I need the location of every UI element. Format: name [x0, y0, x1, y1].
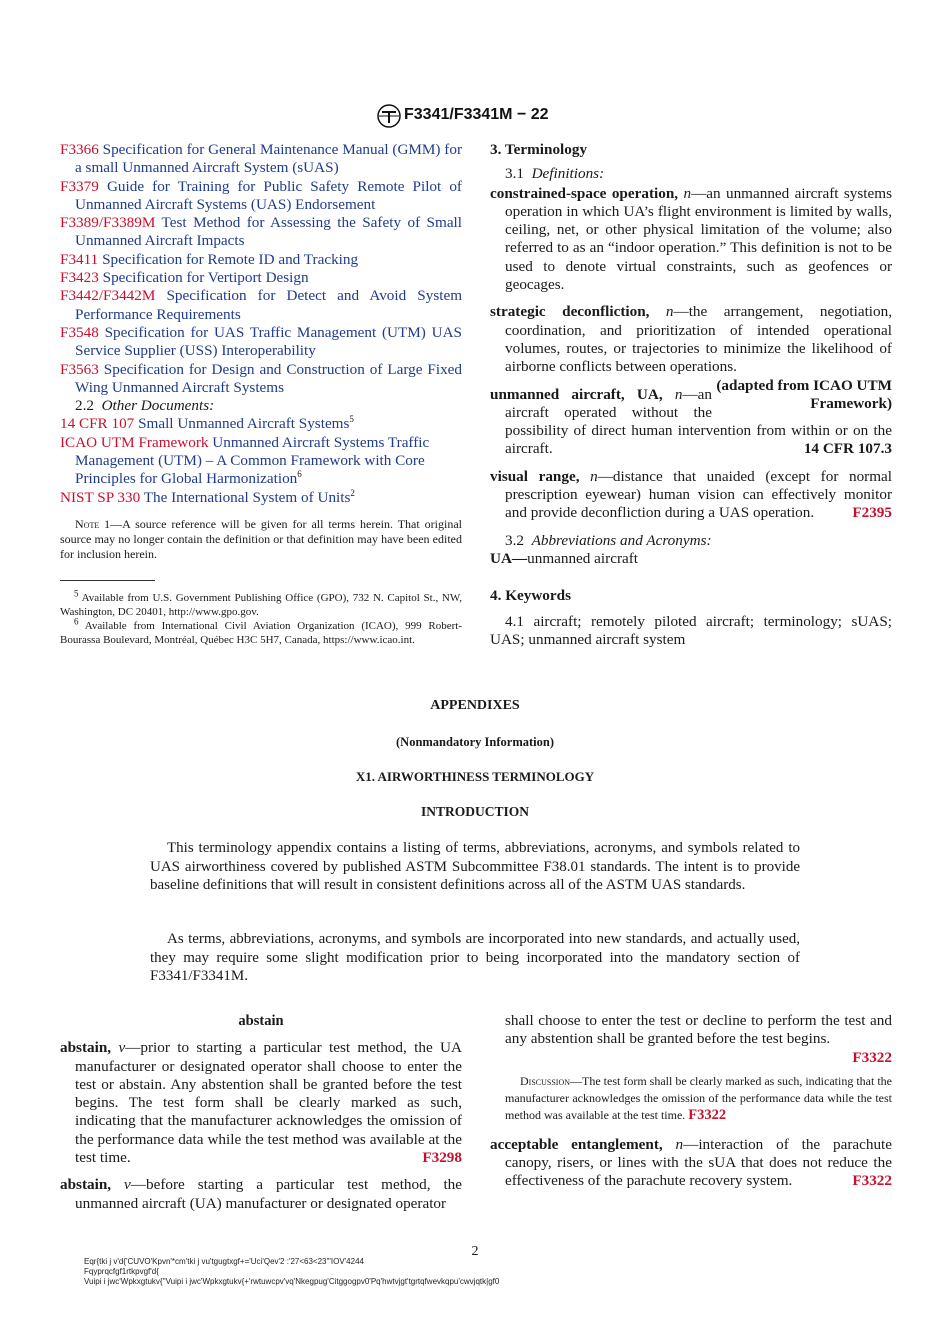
- term-definition: —an aircraft operated without the possibility of direct human intervention from within or on the aircraft.: [505, 385, 892, 458]
- term-definition: —before starting a particular test method, the unmanned aircraft (UA) manufacturer or designated operator: [75, 1176, 463, 1212]
- source-reference[interactable]: F3322: [852, 1172, 892, 1190]
- reference-entry: [60, 141, 462, 178]
- reference-entry: [60, 361, 462, 398]
- appendix-left-column: [60, 1012, 462, 1213]
- discussion-label: Discussion: [520, 1073, 571, 1088]
- footer-line: Eqr{tki j v'd{'CUVO'Kpvn'*cm'tki j vu'tgugtxgf+='Uci'Qev'2 :'27<63<23'"IOV'4244: [84, 1257, 364, 1266]
- reference-title[interactable]: Specification for General Maintenance Manual (GMM) for a small Unmanned Aircraft System (sUAS): [75, 141, 462, 177]
- source-reference[interactable]: F2395: [852, 504, 892, 522]
- reference-entry: [60, 489, 462, 507]
- footnote-divider: [60, 580, 155, 581]
- reference-entry: [60, 415, 462, 433]
- keywords-paragraph: 4.1 aircraft; remotely piloted aircraft; terminology; sUAS; UAS; unmanned aircraft system: [490, 612, 892, 648]
- part-of-speech: v: [124, 1176, 131, 1194]
- reference-title[interactable]: Specification for Detect and Avoid System Performance Requirements: [75, 287, 463, 323]
- term-group-heading: abstain: [238, 1013, 284, 1029]
- part-of-speech: n: [674, 385, 683, 403]
- reference-title[interactable]: Specification for Design and Construction of Large Fixed Wing Unmanned Aircraft Systems: [75, 360, 463, 396]
- reference-code[interactable]: F3423: [60, 269, 99, 287]
- intro-paragraph-1: This terminology appendix contains a listing of terms, abbreviations, acronyms, and symbols related to UAS airworthiness covered by published ASTM Subcommittee F38.01 standards. The intent is to provide baseline definitions that will result in consistent definitions across all of the ASTM UAS standards.: [150, 840, 800, 893]
- source-reference[interactable]: F3298: [422, 1149, 462, 1167]
- term: strategic deconfliction,: [490, 303, 650, 321]
- reference-code[interactable]: F3379: [60, 177, 99, 195]
- standard-designation: F3341/F3341M − 22: [404, 106, 549, 123]
- source-reference[interactable]: F3322: [688, 1106, 727, 1123]
- footer-line: Vuipi i jwc'Wpkxgtukv{''Vuipi i jwc'Wpkxgtukv{+'rwtuwcpv'vq'Nkegpug'Citggogpv0'Pq'hwtvjgt'tgrtqfwevkqpu'cwvjqtk|gf0: [84, 1277, 500, 1286]
- term-entry: [490, 1136, 892, 1191]
- reference-title[interactable]: Small Unmanned Aircraft Systems: [138, 415, 350, 433]
- footnote-marker: 2: [350, 487, 355, 498]
- footnote-marker: 6: [297, 469, 302, 480]
- definitions-list: [490, 185, 892, 523]
- definition-entry: [490, 468, 892, 523]
- page-header: [0, 104, 950, 130]
- source-reference[interactable]: F3322: [852, 1048, 892, 1066]
- abbreviations-heading: 3.2 Abbreviations and Acronyms:: [505, 531, 712, 549]
- reference-code[interactable]: F3366: [60, 141, 99, 158]
- definitions-heading: 3.1 Definitions:: [505, 165, 605, 183]
- license-footer: [84, 1257, 684, 1287]
- note-1: [60, 517, 462, 562]
- appendix-subtitle: (Nonmandatory Information): [396, 735, 554, 749]
- reference-title[interactable]: Specification for Vertiport Design: [102, 269, 309, 287]
- term: abstain,: [60, 1039, 112, 1057]
- footnote-marker: 5: [349, 414, 354, 425]
- term: abstain,: [60, 1176, 112, 1194]
- definition-entry: [490, 185, 892, 295]
- term: constrained-space operation,: [490, 184, 679, 202]
- term-definition: —prior to starting a particular test method, the UA manufacturer or designated operator shall choose to enter the test or abstain. Any abstention shall be granted before the test begins. The test form shall be clearly marked as such, indicating that the manufacturer acknowledges the omission of the performance data while the test method was available at the test time.: [75, 1039, 462, 1167]
- source-reference: (adapted from ICAO UTM Framework): [716, 376, 892, 412]
- reference-code[interactable]: NIST SP 330: [60, 488, 141, 506]
- reference-code[interactable]: ICAO UTM Framework: [60, 433, 209, 451]
- footer-line: Fqyprqcfgf1rtkpvgf'd{: [84, 1267, 159, 1276]
- reference-title[interactable]: Specification for Remote ID and Tracking: [102, 250, 359, 268]
- part-of-speech: n: [683, 184, 692, 202]
- term-definition: —interaction of the parachute canopy, risers, or lines with the sUA that does not reduce the effectiveness of the parachute recovery system.: [505, 1135, 893, 1190]
- astm-references-list: [60, 141, 462, 397]
- note-text: —A source reference will be given for all terms herein. That original source may no longer contain the definition or that definition may have been edited for inclusion herein.: [60, 517, 462, 561]
- section-title: Other Documents:: [101, 397, 215, 415]
- intro-paragraph-2: As terms, abbreviations, acronyms, and symbols are incorporated into new standards, and actually used, they may require some slight modification prior to being incorporated into the mandatory section of F3341/F3341M.: [150, 931, 800, 984]
- part-of-speech: n: [590, 467, 598, 485]
- discussion-note: Discussion—The test form shall be clearly marked as such, indicating that the manufacturer acknowledges the omission of the performance data while the test method was available at the test time. F3322: [505, 1073, 892, 1123]
- footnotes: [60, 588, 462, 647]
- term: visual range,: [490, 467, 580, 485]
- reference-entry: [60, 324, 462, 361]
- abbreviation-text: unmanned aircraft: [527, 549, 639, 567]
- part-of-speech: n: [665, 303, 674, 321]
- term-definition: —the arrangement, negotiation, coordination, and prioritization of intended operational volumes, routes, or trajectories to minimize the likelihood of airborne conflicts between operations.: [505, 303, 893, 376]
- reference-entry: [60, 251, 462, 269]
- abbreviation-entry: [490, 550, 892, 568]
- reference-entry: [60, 214, 462, 251]
- reference-code[interactable]: F3411: [60, 250, 99, 268]
- astm-logo-icon: [376, 104, 402, 128]
- abbreviation-term: UA—: [490, 549, 528, 567]
- term-entry: [60, 1039, 462, 1167]
- reference-title[interactable]: Unmanned Aircraft Systems Traffic Management (UTM) – A Common Framework with Core Principles for Global Harmonization: [75, 433, 430, 488]
- term: unmanned aircraft, UA,: [490, 385, 663, 403]
- term-definition-continued: shall choose to enter the test or decline to perform the test and any abstention shall be granted before the test begins. F3322: [505, 1012, 892, 1066]
- term-definition: —distance that unaided (except for normal prescription eyewear) human vision can effectively monitor and provide deconfliction during a UAS operation.: [505, 467, 893, 522]
- footnote: $^6$ Available from International Civil Aviation Organization (ICAO), 999 Robert-Bourassa Boulevard, Montréal, Québec H3C 5H7, Canada, https://www.icao.int.: [60, 616, 462, 646]
- reference-code[interactable]: F3389/F3389M: [60, 214, 156, 232]
- term-entry: [60, 1176, 462, 1213]
- appendix-right-column: [490, 1012, 892, 1191]
- page-number: 2: [471, 1244, 479, 1259]
- section-3-heading: 3. Terminology: [490, 141, 588, 158]
- x1-title: X1. AIRWORTHINESS TERMINOLOGY: [355, 769, 595, 784]
- referenced-documents: [60, 141, 462, 507]
- term: acceptable entanglement,: [490, 1135, 663, 1153]
- terminology-section: [490, 141, 892, 649]
- reference-title[interactable]: The International System of Units: [143, 488, 351, 506]
- footnote: $^5$ Available from U.S. Government Publishing Office (GPO), 732 N. Capitol St., NW, Washington, DC 20401, http://www.gpo.gov.: [60, 588, 462, 618]
- reference-title[interactable]: Test Method for Assessing the Safety of Small Unmanned Aircraft Impacts: [75, 214, 463, 250]
- section-4-heading: 4. Keywords: [490, 587, 571, 605]
- appendixes-title: APPENDIXES: [430, 698, 520, 713]
- reference-code[interactable]: F3442/F3442M: [60, 287, 156, 305]
- reference-code[interactable]: 14 CFR 107: [60, 415, 135, 433]
- other-references-list: [60, 415, 462, 506]
- reference-title[interactable]: Guide for Training for Public Safety Remote Pilot of Unmanned Aircraft Systems (UAS) Endorsement: [75, 177, 462, 213]
- reference-entry: [60, 269, 462, 287]
- reference-entry: [60, 434, 462, 489]
- other-documents-heading: [60, 397, 462, 415]
- part-of-speech: v: [118, 1039, 126, 1057]
- reference-entry: [60, 178, 462, 215]
- reference-title[interactable]: Specification for UAS Traffic Management (UTM) UAS Service Supplier (USS) Interoperability: [75, 323, 462, 360]
- reference-code[interactable]: F3548: [60, 323, 99, 341]
- note-label: Note 1: [75, 517, 111, 531]
- source-reference: 14 CFR 107.3: [803, 440, 892, 458]
- reference-code[interactable]: F3563: [60, 360, 99, 378]
- term-definition: —an unmanned aircraft systems operation in which UA’s flight environment is limited by walls, ceiling, net, or other physical limitation of the volume; also referred to as an “indoor operation.” This definition is not to be used to denote virtual constraints, such as geofences or geocages.: [505, 184, 892, 294]
- section-number: 2.2: [75, 397, 94, 415]
- part-of-speech: n: [675, 1135, 684, 1153]
- introduction-title: INTRODUCTION: [420, 804, 529, 819]
- reference-entry: [60, 287, 462, 324]
